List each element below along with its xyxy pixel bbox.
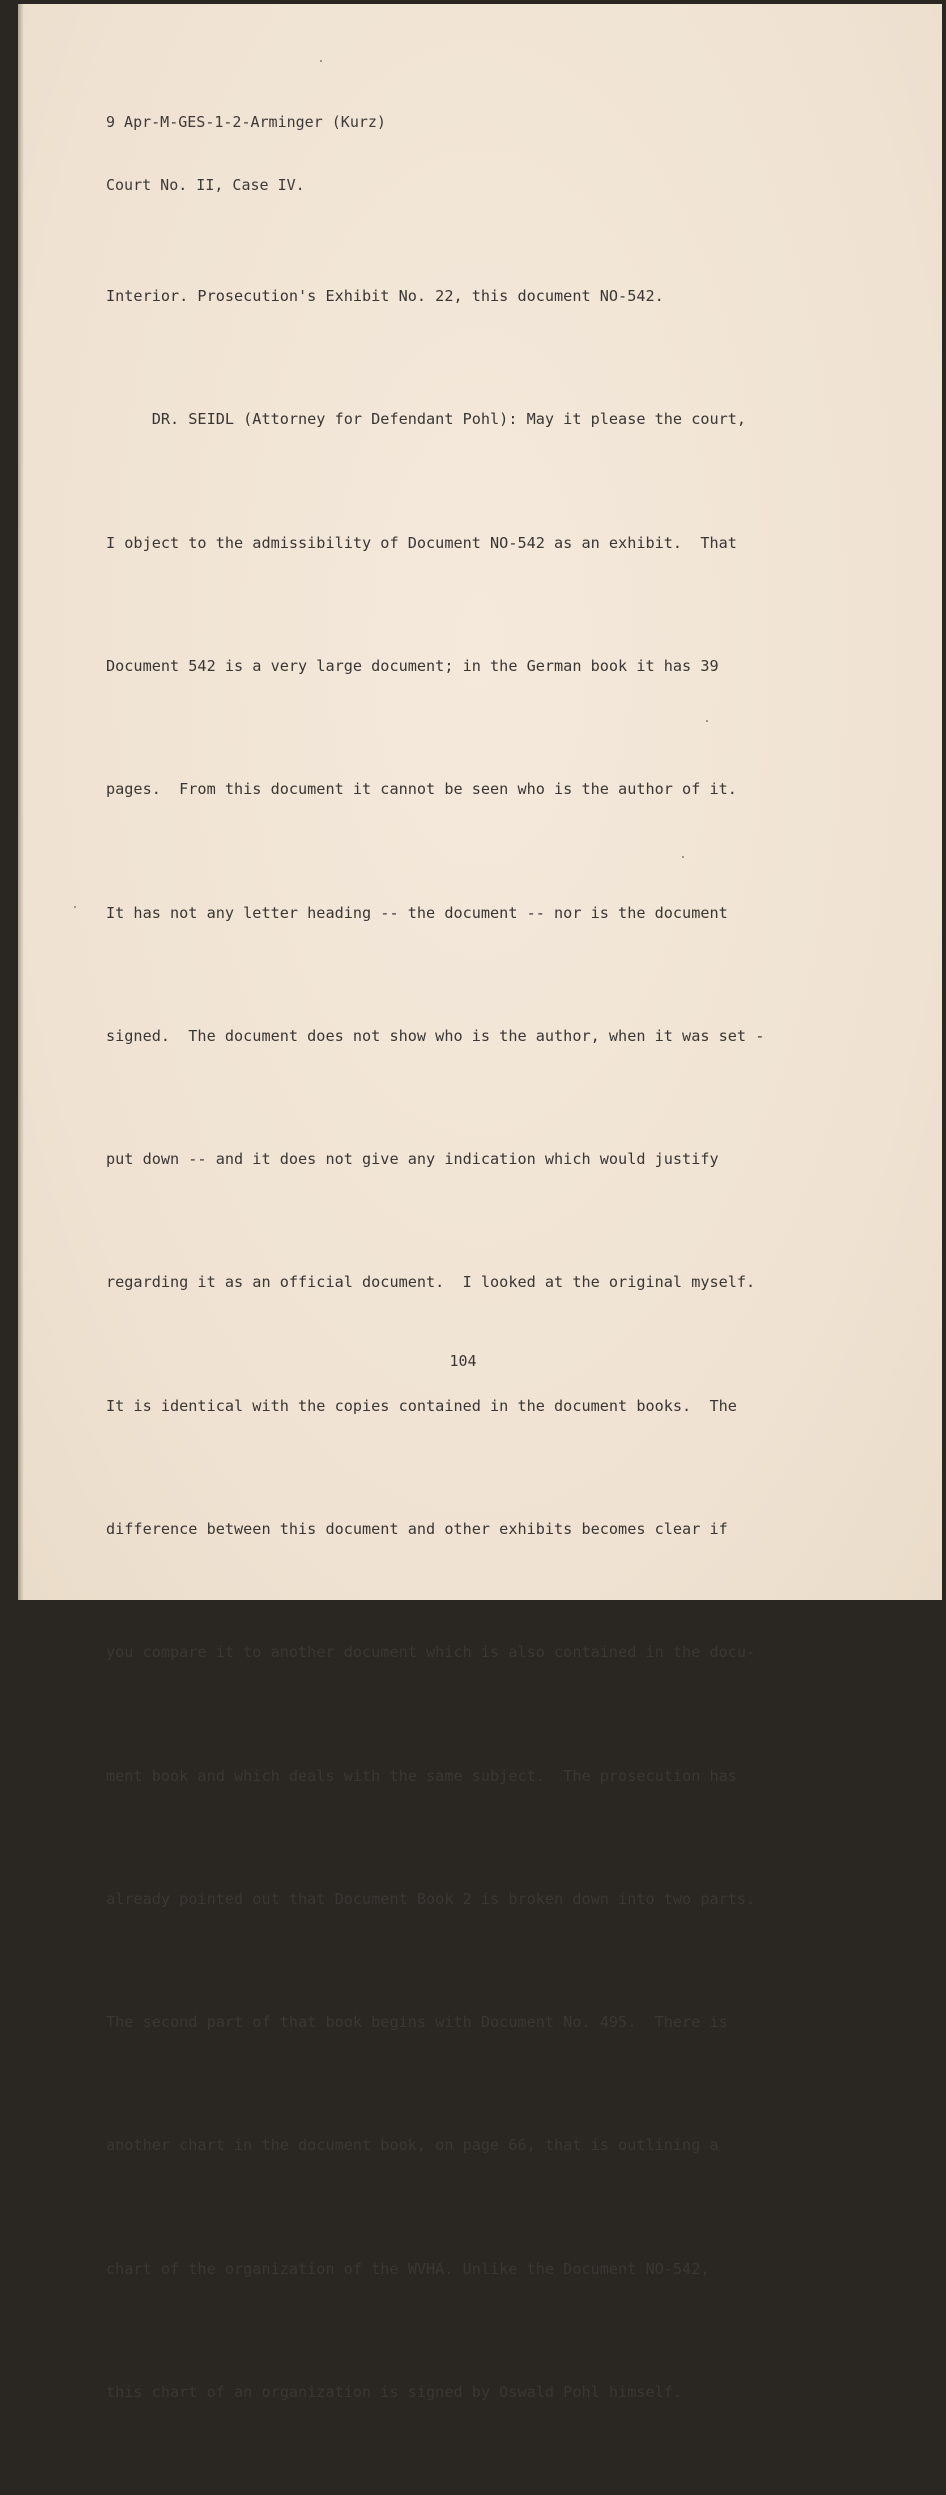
body-line: already pointed out that Document Book 2 is broken down into two parts. [106, 1889, 756, 1908]
body-line: put down -- and it does not give any indication which would justify [106, 1150, 719, 1169]
body-line: signed. The document does not show who is the author, when it was set - [106, 1026, 765, 1045]
body-line: you compare it to another document which is also contained in the docu- [106, 1643, 756, 1662]
body-line: It is identical with the copies contained in the document books. The [106, 1396, 737, 1415]
header-line-2: Court No. II, Case IV. [106, 176, 305, 194]
paper-speck [706, 720, 708, 722]
body-line: ment book and which deals with the same subject. The prosecution has [106, 1766, 737, 1785]
body-line: difference between this document and other exhibits becomes clear if [106, 1520, 728, 1538]
body-line: Interior. Prosecution's Exhibit No. 22, this document NO-542. [106, 287, 664, 306]
paper-speck [320, 60, 322, 62]
header-line-1: 9 Apr-M-GES-1-2-Arminger (Kurz) [106, 113, 386, 131]
document-page [18, 4, 942, 2401]
body-line: I object to the admissibility of Document NO-542 as an exhibit. That [106, 533, 737, 552]
body-line: DR. SEIDL (Attorney for Defendant Pohl): May it please the court, [106, 410, 747, 429]
body-line: this chart of an organization is signed by Oswald Pohl himself. [106, 2382, 683, 2401]
transcript-body [106, 194, 846, 2495]
body-line: another chart in the document book, on page 66, that is outlining a [106, 2136, 719, 2155]
body-line: pages. From this document it cannot be seen who is the author of it. [106, 780, 737, 799]
body-line: Document 542 is a very large document; in the German book it has 39 [106, 657, 719, 676]
body-line: It has not any letter heading -- the document -- nor is the document [106, 903, 728, 922]
paper-speck [74, 906, 76, 908]
body-line: chart of the organization of the WVHA. Unlike the Document NO-542, [106, 2259, 710, 2278]
paper-speck [682, 856, 684, 858]
body-line: regarding it as an official document. I looked at the original myself. [106, 1273, 756, 1292]
body-line: The second part of that book begins with Document No. 495. There is [106, 2013, 728, 2032]
page-number: 104 [449, 1352, 477, 1370]
